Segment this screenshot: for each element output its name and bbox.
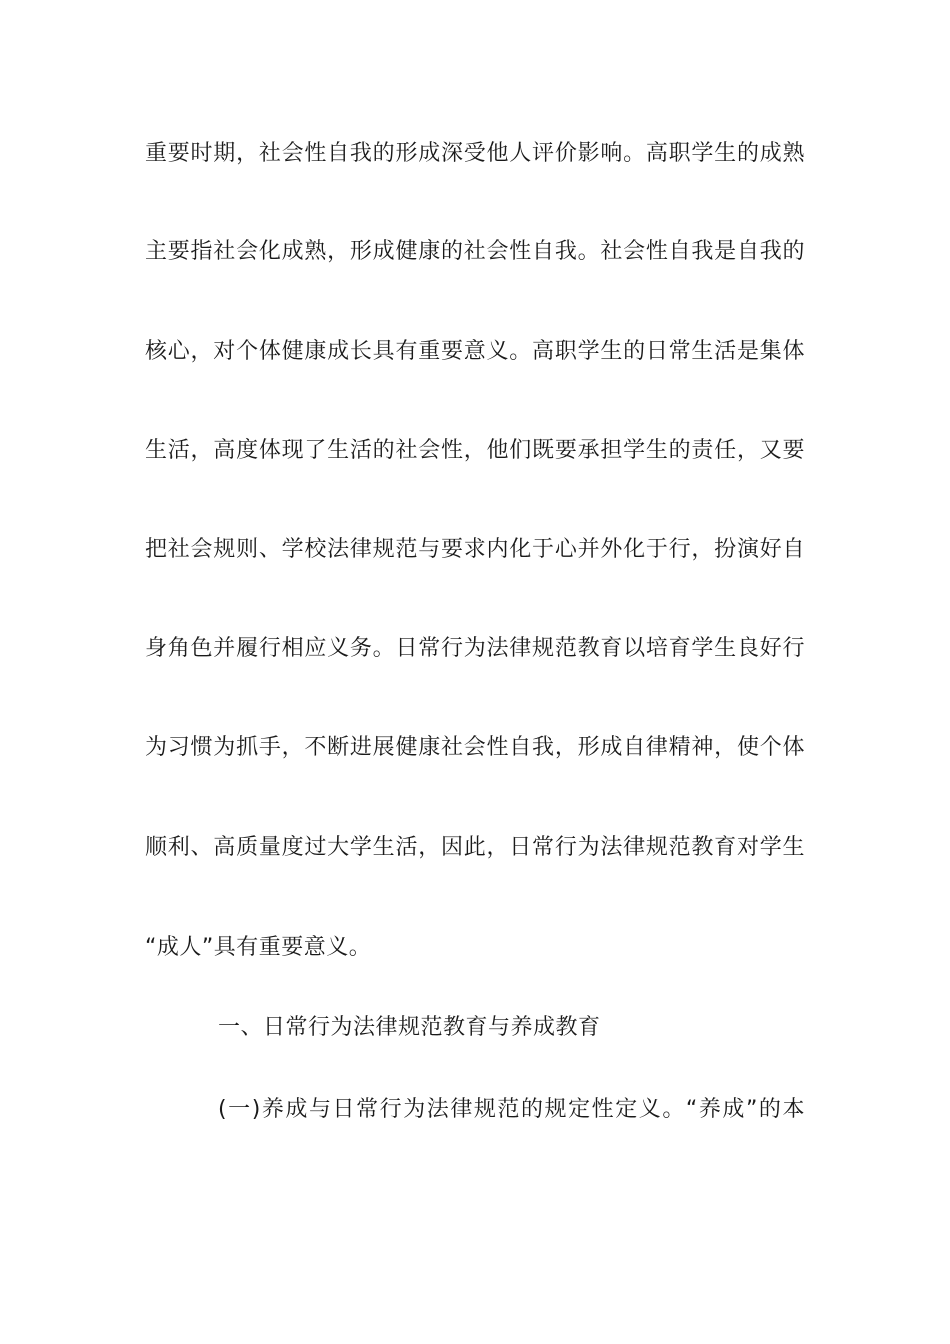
paragraph-line-4: 生活，高度体现了生活的社会性，他们既要承担学生的责任，又要 (145, 438, 805, 463)
subsection-line: (一)养成与日常行为法律规范的规定性定义。“养成”的本 (218, 1097, 805, 1122)
paragraph-line-5: 把社会规则、学校法律规范与要求内化于心并外化于行，扮演好自 (145, 537, 805, 562)
paragraph-line-1: 重要时期，社会性自我的形成深受他人评价影响。高职学生的成熟 (145, 141, 805, 166)
paragraph-line-2: 主要指社会化成熟，形成健康的社会性自我。社会性自我是自我的 (145, 239, 805, 264)
paragraph-line-9: “成人”具有重要意义。 (145, 935, 372, 960)
paragraph-line-3: 核心，对个体健康成长具有重要意义。高职学生的日常生活是集体 (145, 339, 805, 364)
paragraph-line-8: 顺利、高质量度过大学生活，因此，日常行为法律规范教育对学生 (145, 835, 805, 860)
paragraph-line-6: 身角色并履行相应义务。日常行为法律规范教育以培育学生良好行 (145, 636, 805, 661)
paragraph-line-7: 为习惯为抓手，不断进展健康社会性自我，形成自律精神，使个体 (145, 735, 805, 760)
section-heading: 一、日常行为法律规范教育与养成教育 (218, 1015, 601, 1040)
